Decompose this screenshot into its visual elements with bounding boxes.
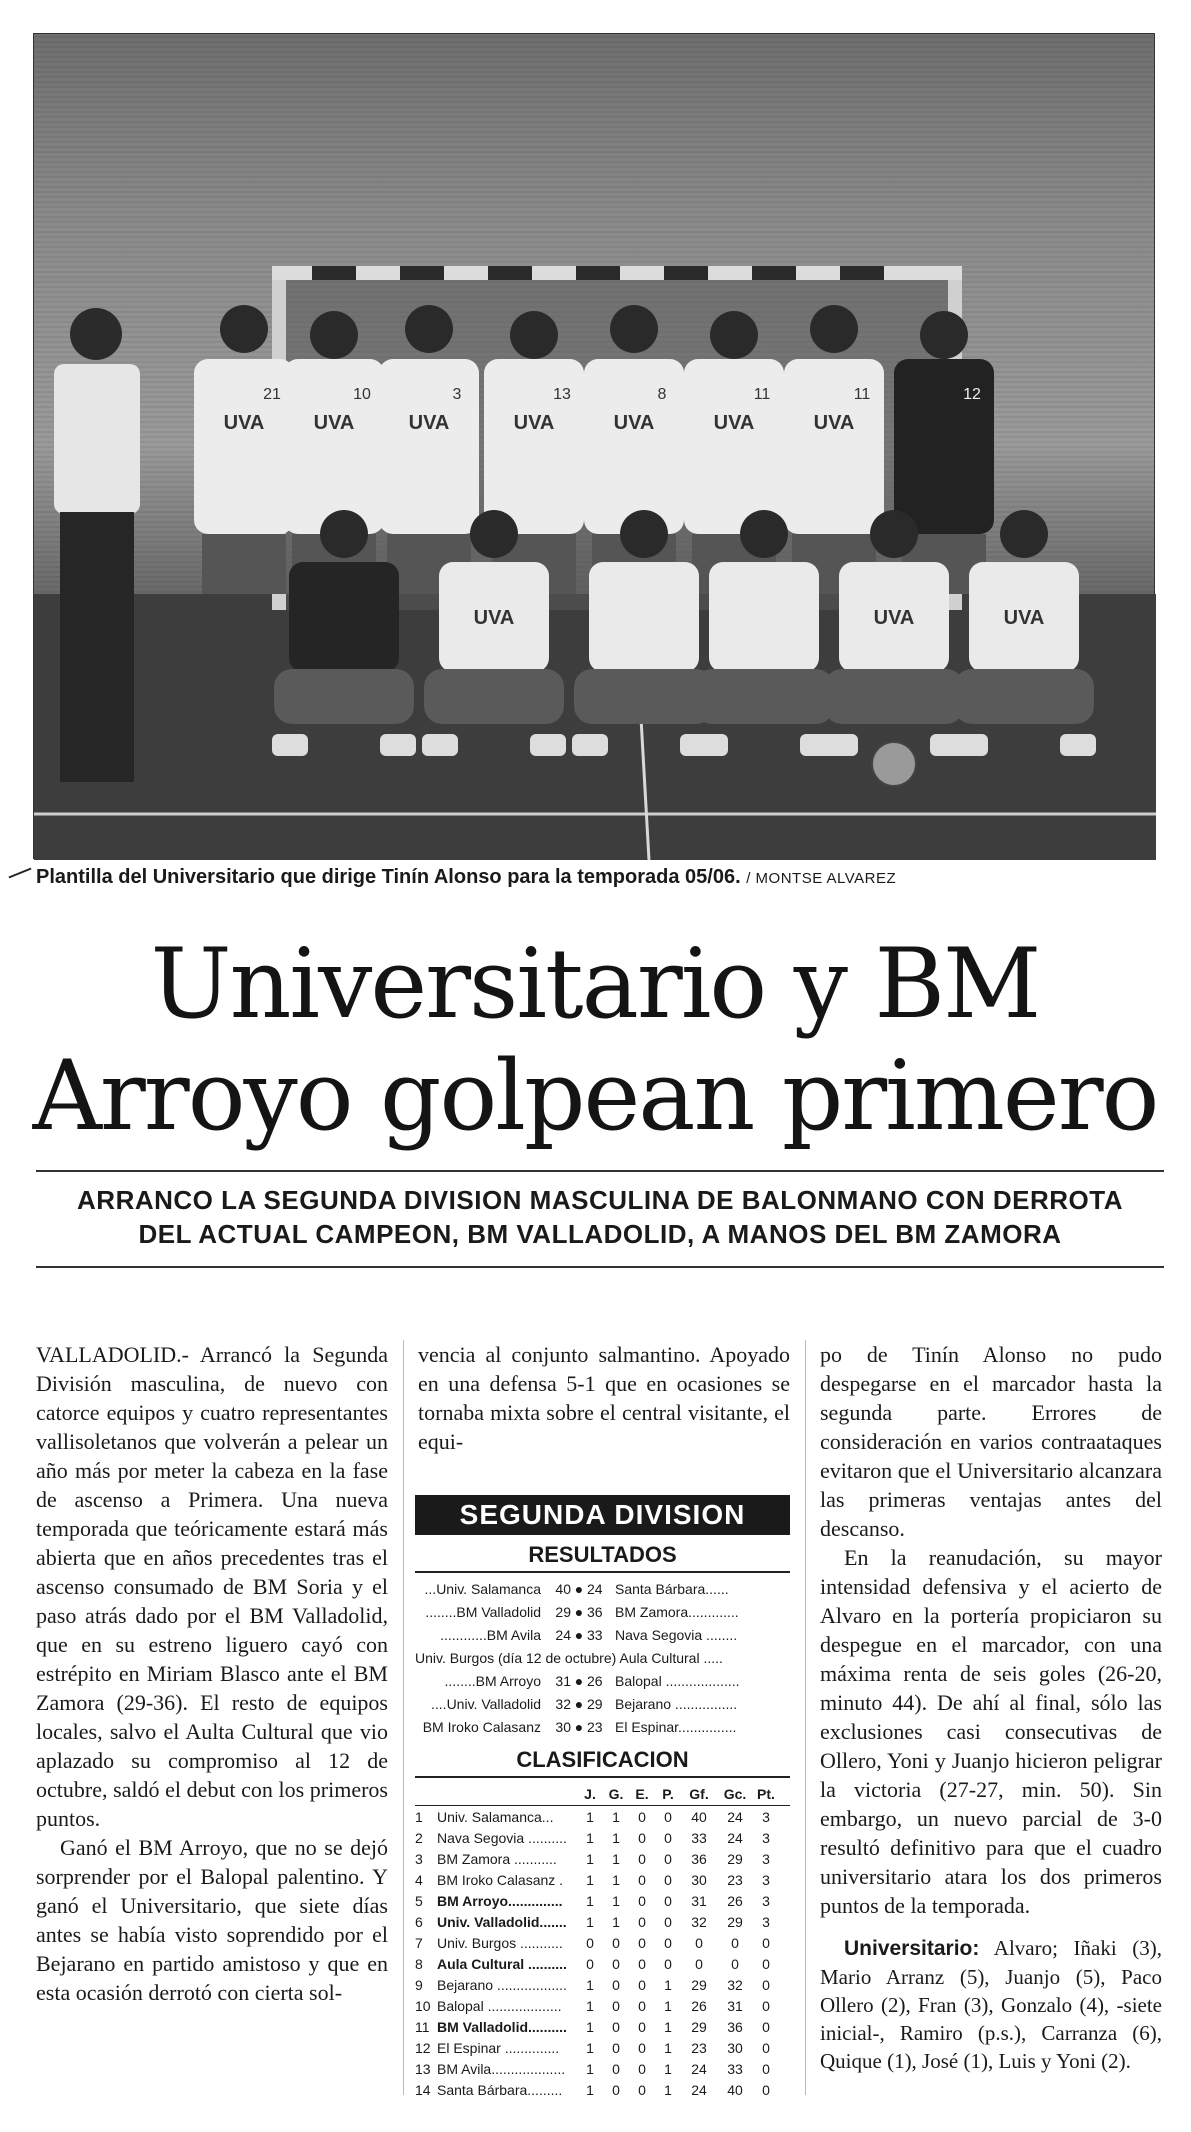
standings-won: 0 xyxy=(612,1976,620,1993)
result-row xyxy=(415,1669,790,1692)
deck-line-1: ARRANCO LA SEGUNDA DIVISION MASCULINA DE BALONMANO CON DERROTA xyxy=(77,1185,1123,1215)
standings-points: 3 xyxy=(762,1892,770,1909)
standings-played: 1 xyxy=(586,1997,594,2014)
standings-team: Aula Cultural .......... xyxy=(437,1955,567,1972)
standings-points: 3 xyxy=(762,1850,770,1867)
deck xyxy=(36,1183,1164,1251)
standings-position: 4 xyxy=(415,1871,423,1888)
standings-goals-against: 36 xyxy=(727,2018,743,2035)
standings-goals-against: 0 xyxy=(731,1934,739,1951)
standings-goals-for: 0 xyxy=(695,1934,703,1951)
result-away-goals: 24 xyxy=(587,1580,603,1597)
result-row xyxy=(415,1600,790,1623)
standings-lost: 0 xyxy=(664,1850,672,1867)
handball-ball xyxy=(872,742,916,786)
article-column-2 xyxy=(418,1340,790,1456)
standings-played: 1 xyxy=(586,2018,594,2035)
column-header: Gf. xyxy=(689,1785,709,1802)
article-paragraph: vencia al conjunto salmantino. Apoyado en una defensa 5-1 que en ocasiones se tornaba mixta sobre el central visitante, el equi- xyxy=(418,1342,790,1454)
result-away: BM Zamora............. xyxy=(615,1603,739,1620)
jersey-number: 12 xyxy=(963,386,981,403)
standings-position: 1 xyxy=(415,1808,423,1825)
article-paragraph: En la reanudación, su mayor intensidad defensiva y el acierto de Alvaro en la portería propiciaron su despegue en el marcador, con una máxima renta de seis goles (26-20, minuto 44). De ahí al final, sólo las exclusiones casi consecutivas de Ollero, Yoni y Juanjo hicieron peligrar la victoria (27-27, min. 50). Sin embargo, un nuevo parcial de 3-0 resultó definitivo para que el cuadro universitario atara los dos primeros puntos de la temporada. xyxy=(820,1545,1162,1918)
standings-lost: 1 xyxy=(664,2060,672,2077)
standings-goals-against: 29 xyxy=(727,1850,743,1867)
standings-title: CLASIFICACION xyxy=(415,1744,790,1778)
standings-goals-against: 24 xyxy=(727,1829,743,1846)
standings-team: Balopal ................... xyxy=(437,1997,562,2014)
result-home-goals: 40 xyxy=(555,1580,571,1597)
standings-points: 3 xyxy=(762,1913,770,1930)
article-paragraph: VALLADOLID.- Arrancó la Segunda División masculina, de nuevo con catorce equipos y cuatro representantes vallisoletanos que volverán a pelear un año más por meter la cabeza en la fase de ascenso a Primera. Una nueva temporada que teóricamente estará más abierta que en años precedentes tras el ascenso consumado de BM Soria y el paso atrás dado por el BM Valladolid, que en su estreno liguero cayó con estrépito en Miriam Blasco ante el BM Zamora (29-36). El resto de equipos locales, salvo el Aulta Cultural que vio aplazado su compromiso al 12 de octubre, saldó el debut con los primeros puntos. xyxy=(36,1342,388,1831)
standings-position: 3 xyxy=(415,1850,423,1867)
standings-banner: SEGUNDA DIVISION xyxy=(415,1495,790,1535)
result-dot-icon: ● xyxy=(574,1580,584,1597)
standings-drawn: 0 xyxy=(638,2060,646,2077)
standings-points: 0 xyxy=(762,2060,770,2077)
standings-team: BM Iroko Calasanz . xyxy=(437,1871,564,1888)
standings-team: BM Zamora ........... xyxy=(437,1850,557,1867)
standings-goals-for: 36 xyxy=(691,1850,707,1867)
standings-lost: 0 xyxy=(664,1808,672,1825)
results-list xyxy=(415,1577,790,1738)
jersey-text: UVA xyxy=(473,607,515,629)
standings-header-row xyxy=(415,1782,790,1806)
team-photo xyxy=(33,33,1155,859)
standings-row xyxy=(415,1953,790,1974)
standings-played: 1 xyxy=(586,1892,594,1909)
jersey-text: UVA xyxy=(513,412,555,434)
jersey-number: 11 xyxy=(853,386,871,403)
standings-team: Nava Segovia .......... xyxy=(437,1829,567,1846)
result-dot-icon: ● xyxy=(574,1695,584,1712)
standings-won: 0 xyxy=(612,1997,620,2014)
standings-table xyxy=(415,1806,790,2100)
standings-won: 1 xyxy=(612,1829,620,1846)
standings-drawn: 0 xyxy=(638,2018,646,2035)
jersey-text: UVA xyxy=(223,412,265,434)
standings-team: Univ. Valladolid....... xyxy=(437,1913,567,1930)
standings-points: 0 xyxy=(762,2039,770,2056)
standings-drawn: 0 xyxy=(638,1850,646,1867)
standings-points: 3 xyxy=(762,1871,770,1888)
standings-drawn: 0 xyxy=(638,1808,646,1825)
standings-position: 5 xyxy=(415,1892,423,1909)
results-title: RESULTADOS xyxy=(415,1539,790,1573)
jersey-number: 13 xyxy=(553,386,571,403)
standings-drawn: 0 xyxy=(638,1829,646,1846)
standings-drawn: 0 xyxy=(638,2039,646,2056)
standings-points: 3 xyxy=(762,1829,770,1846)
deck-line-2: DEL ACTUAL CAMPEON, BM VALLADOLID, A MANOS DEL BM ZAMORA xyxy=(138,1219,1062,1249)
standings-lost: 1 xyxy=(664,2081,672,2098)
standings-points: 0 xyxy=(762,1934,770,1951)
lineup-text: Alvaro; Iñaki (3), Mario Arranz (5), Juanjo (5), Paco Ollero (2), Fran (3), Gonzalo (4), -siete inicial-, Ramiro (p.s.), Carranza (6), Quique (1), José (1), Luis y Yoni (2). xyxy=(820,1936,1162,2073)
result-away-goals: 23 xyxy=(587,1718,603,1735)
standings-team: BM Valladolid.......... xyxy=(437,2018,567,2035)
standings-played: 1 xyxy=(586,1976,594,1993)
standings-goals-for: 33 xyxy=(691,1829,707,1846)
standings-won: 1 xyxy=(612,1808,620,1825)
result-home: ........BM Valladolid xyxy=(425,1603,541,1620)
photo-credit: / MONTSE ALVAREZ xyxy=(746,870,897,887)
standings-drawn: 0 xyxy=(638,1955,646,1972)
deck-top-rule xyxy=(36,1170,1164,1172)
standings-played: 1 xyxy=(586,2081,594,2098)
result-home: ........BM Arroyo xyxy=(444,1672,541,1689)
standings-row xyxy=(415,1806,790,1827)
standings-points: 0 xyxy=(762,1955,770,1972)
headline-line-2: Arroyo golpean primero xyxy=(32,1040,1158,1152)
result-dot-icon: ● xyxy=(574,1626,584,1643)
standings-position: 6 xyxy=(415,1913,423,1930)
standings-goals-for: 23 xyxy=(691,2039,707,2056)
standings-won: 0 xyxy=(612,2039,620,2056)
jersey-text: UVA xyxy=(713,412,755,434)
standings-played: 1 xyxy=(586,2039,594,2056)
result-postponed xyxy=(415,1646,790,1669)
result-home-goals: 29 xyxy=(555,1603,571,1620)
standings-goals-against: 26 xyxy=(727,1892,743,1909)
jersey-text: UVA xyxy=(873,607,915,629)
standings-row xyxy=(415,2079,790,2100)
standings-goals-for: 29 xyxy=(691,1976,707,1993)
standings-lost: 1 xyxy=(664,2039,672,2056)
standings-lost: 0 xyxy=(664,1913,672,1930)
standings-lost: 0 xyxy=(664,1871,672,1888)
standings-team: Univ. Salamanca... xyxy=(437,1808,554,1825)
standings-points: 3 xyxy=(762,1808,770,1825)
standings-won: 1 xyxy=(612,1871,620,1888)
standings-goals-against: 24 xyxy=(727,1808,743,1825)
result-away-goals: 36 xyxy=(587,1603,603,1620)
jersey-text: UVA xyxy=(408,412,450,434)
standings-row xyxy=(415,1827,790,1848)
column-header: E. xyxy=(635,1785,649,1802)
column-header: J. xyxy=(584,1785,596,1802)
result-row xyxy=(415,1692,790,1715)
article-paragraph: Ganó el BM Arroyo, que no se dejó sorprender por el Balopal palentino. Y ganó el Universitario, que siete días antes se había visto soprendido por el Bejarano en partido amistoso y que en esta ocasión derrotó con cierta sol- xyxy=(36,1835,388,2005)
standings-goals-for: 32 xyxy=(691,1913,707,1930)
standings-team: BM Avila................... xyxy=(437,2060,566,2077)
standings-lost: 1 xyxy=(664,2018,672,2035)
standings-drawn: 0 xyxy=(638,1976,646,1993)
result-row xyxy=(415,1715,790,1738)
standings-lost: 1 xyxy=(664,1976,672,1993)
result-home-goals: 24 xyxy=(555,1626,571,1643)
standings-won: 0 xyxy=(612,1934,620,1951)
standings-goals-against: 32 xyxy=(727,1976,743,1993)
standings-won: 1 xyxy=(612,1892,620,1909)
standings-goals-against: 40 xyxy=(727,2081,743,2098)
standings-position: 8 xyxy=(415,1955,423,1972)
standings-won: 1 xyxy=(612,1913,620,1930)
standings-position: 12 xyxy=(415,2039,431,2056)
result-home: ............BM Avila xyxy=(440,1626,541,1643)
jersey-number: 21 xyxy=(263,386,281,403)
result-home-goals: 32 xyxy=(555,1695,571,1712)
jersey-text: UVA xyxy=(313,412,355,434)
deck-bottom-rule xyxy=(36,1266,1164,1268)
column-header: G. xyxy=(608,1785,624,1802)
standings-goals-against: 29 xyxy=(727,1913,743,1930)
standings-played: 1 xyxy=(586,1850,594,1867)
result-home-goals: 30 xyxy=(555,1718,571,1735)
result-dot-icon: ● xyxy=(574,1672,584,1689)
standings-played: 1 xyxy=(586,1808,594,1825)
article-paragraph: po de Tinín Alonso no pudo despegarse en el marcador hasta la segunda parte. Errores de consideración en varios contraataques evitaron que el Universitario alcanzara las primeras ventajas antes del descanso. xyxy=(820,1342,1162,1541)
headline xyxy=(20,928,1170,1152)
standings-goals-against: 33 xyxy=(727,2060,743,2077)
standings-row xyxy=(415,1974,790,1995)
standings-played: 1 xyxy=(586,1829,594,1846)
standings-team: Bejarano .................. xyxy=(437,1976,567,1993)
result-away-goals: 33 xyxy=(587,1626,603,1643)
standings-won: 1 xyxy=(612,1850,620,1867)
standings-team: El Espinar .............. xyxy=(437,2039,560,2056)
result-away: El Espinar............... xyxy=(615,1718,737,1735)
standings-played: 1 xyxy=(586,2060,594,2077)
standings-played: 1 xyxy=(586,1913,594,1930)
postponed-text: Univ. Burgos (día 12 de octubre) Aula Cultural ..... xyxy=(415,1649,723,1666)
standings-goals-for: 31 xyxy=(691,1892,707,1909)
article-column-3 xyxy=(820,1340,1162,2075)
standings-team: BM Arroyo.............. xyxy=(437,1892,563,1909)
standings-played: 0 xyxy=(586,1934,594,1951)
standings-played: 0 xyxy=(586,1955,594,1972)
standings-lost: 0 xyxy=(664,1955,672,1972)
result-away: Balopal ................... xyxy=(615,1672,740,1689)
lineup-label: Universitario: xyxy=(844,1937,980,1960)
standings-row xyxy=(415,1932,790,1953)
standings-lost: 1 xyxy=(664,1997,672,2014)
standings-points: 0 xyxy=(762,2018,770,2035)
result-row xyxy=(415,1623,790,1646)
standings-points: 0 xyxy=(762,1976,770,1993)
standings-goals-against: 0 xyxy=(731,1955,739,1972)
standings-position: 13 xyxy=(415,2060,431,2077)
jersey-text: UVA xyxy=(1003,607,1045,629)
standings-position: 7 xyxy=(415,1934,423,1951)
standings-goals-for: 30 xyxy=(691,1871,707,1888)
coach-figure xyxy=(54,308,140,782)
team-photo-illustration xyxy=(34,34,1156,860)
result-row xyxy=(415,1577,790,1600)
standings-goals-against: 30 xyxy=(727,2039,743,2056)
result-away-goals: 29 xyxy=(587,1695,603,1712)
standings-drawn: 0 xyxy=(638,1934,646,1951)
standings-row xyxy=(415,1911,790,1932)
standings-goals-for: 0 xyxy=(695,1955,703,1972)
article-column-1 xyxy=(36,1340,388,2007)
result-away: Bejarano ................ xyxy=(615,1695,738,1712)
result-home-goals: 31 xyxy=(555,1672,571,1689)
caption-mark xyxy=(8,868,31,879)
standings-team: Univ. Burgos ........... xyxy=(437,1934,563,1951)
jersey-number: 8 xyxy=(657,386,667,403)
headline-line-1: Universitario y BM xyxy=(150,928,1040,1040)
standings-points: 0 xyxy=(762,1997,770,2014)
jersey-number: 3 xyxy=(452,386,462,403)
column-header: Gc. xyxy=(723,1785,747,1802)
result-away: Nava Segovia ........ xyxy=(615,1626,738,1643)
standings-goals-against: 23 xyxy=(727,1871,743,1888)
column-divider xyxy=(805,1340,806,2095)
standings-won: 0 xyxy=(612,1955,620,1972)
standings-drawn: 0 xyxy=(638,1892,646,1909)
standings-row xyxy=(415,1890,790,1911)
standings-drawn: 0 xyxy=(638,2081,646,2098)
standings-lost: 0 xyxy=(664,1892,672,1909)
standings-won: 0 xyxy=(612,2081,620,2098)
column-divider xyxy=(403,1340,404,2095)
jersey-number: 10 xyxy=(353,386,371,403)
standings-row xyxy=(415,2016,790,2037)
standings-team: Santa Bárbara......... xyxy=(437,2081,563,2098)
standings-row xyxy=(415,1995,790,2016)
standings-position: 9 xyxy=(415,1976,423,1993)
standings-row xyxy=(415,2058,790,2079)
standings-lost: 0 xyxy=(664,1829,672,1846)
standings-goals-for: 26 xyxy=(691,1997,707,2014)
standings-row xyxy=(415,2037,790,2058)
standings-goals-for: 40 xyxy=(691,1808,707,1825)
standings-won: 0 xyxy=(612,2018,620,2035)
team-lineup xyxy=(820,1934,1162,2075)
result-home: ...Univ. Salamanca xyxy=(424,1580,541,1597)
standings-position: 14 xyxy=(415,2081,431,2098)
standings-position: 11 xyxy=(415,2018,430,2035)
standings-drawn: 0 xyxy=(638,1913,646,1930)
standings-goals-for: 29 xyxy=(691,2018,707,2035)
standings-won: 0 xyxy=(612,2060,620,2077)
standings-goals-for: 24 xyxy=(691,2060,707,2077)
jersey-text: UVA xyxy=(813,412,855,434)
photo-caption-text: Plantilla del Universitario que dirige Tinín Alonso para la temporada 05/06. xyxy=(36,866,741,888)
result-home: BM Iroko Calasanz xyxy=(422,1718,541,1735)
column-header: Pt. xyxy=(757,1785,775,1802)
jersey-number: 11 xyxy=(753,386,771,403)
result-dot-icon: ● xyxy=(574,1718,584,1735)
standings-points: 0 xyxy=(762,2081,770,2098)
standings-goals-for: 24 xyxy=(691,2081,707,2098)
result-away: Santa Bárbara...... xyxy=(615,1580,729,1597)
result-dot-icon: ● xyxy=(574,1603,584,1620)
standings-drawn: 0 xyxy=(638,1871,646,1888)
standings-position: 10 xyxy=(415,1997,431,2014)
result-away-goals: 26 xyxy=(587,1672,603,1689)
standings-row xyxy=(415,1869,790,1890)
standings-goals-against: 31 xyxy=(727,1997,743,2014)
standings-box xyxy=(415,1495,790,2098)
jersey-text: UVA xyxy=(613,412,655,434)
standings-row xyxy=(415,1848,790,1869)
standings-lost: 0 xyxy=(664,1934,672,1951)
standings-position: 2 xyxy=(415,1829,423,1846)
photo-caption xyxy=(36,866,1156,896)
result-home: ....Univ. Valladolid xyxy=(431,1695,541,1712)
standings-played: 1 xyxy=(586,1871,594,1888)
standings-drawn: 0 xyxy=(638,1997,646,2014)
column-header: P. xyxy=(662,1785,674,1802)
